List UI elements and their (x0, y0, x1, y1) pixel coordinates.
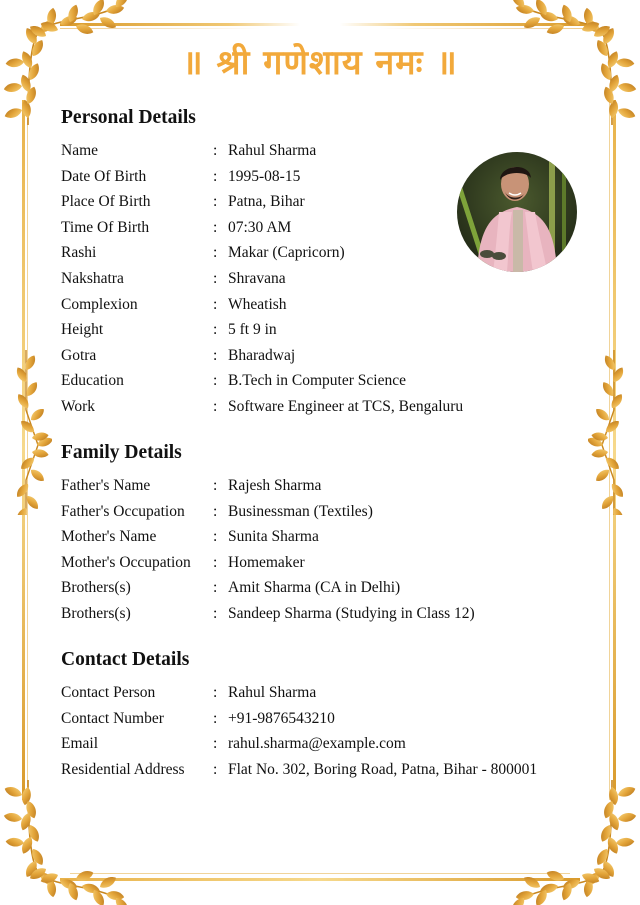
detail-value: 1995-08-15 (228, 167, 301, 185)
detail-separator: : (213, 244, 218, 262)
detail-separator: : (213, 167, 218, 185)
detail-separator: : (213, 321, 218, 339)
detail-label: Work (61, 397, 96, 415)
section-title: Contact Details (61, 649, 190, 670)
detail-label: Mother's Occupation (61, 553, 191, 571)
detail-value: 07:30 AM (228, 218, 292, 236)
leaf-icon (23, 353, 38, 371)
leaf-icon (522, 874, 542, 891)
leaf-icon (28, 406, 46, 423)
corner-leaf-ornament-bottom-right (510, 775, 640, 905)
detail-label: Brothers(s) (61, 604, 131, 622)
detail-label: Father's Name (61, 477, 151, 494)
side-leaf-ornament-right (588, 350, 638, 515)
leaf-icon (594, 406, 612, 423)
detail-value: Makar (Capricorn) (228, 244, 345, 262)
detail-row (61, 757, 581, 783)
detail-label: Height (61, 321, 104, 339)
detail-separator: : (213, 346, 218, 364)
section-title: Personal Details (61, 107, 196, 128)
detail-row (61, 394, 581, 420)
detail-row (61, 343, 581, 369)
detail-label: Rashi (61, 244, 97, 262)
leaf-icon (522, 14, 542, 31)
detail-label: Date Of Birth (61, 167, 147, 185)
detail-row (61, 215, 581, 241)
detail-separator: : (213, 760, 218, 778)
detail-label: Gotra (61, 346, 97, 364)
detail-label: Father's Occupation (61, 502, 185, 520)
detail-row (61, 731, 581, 757)
border-bottom-inner-line (70, 873, 570, 874)
personal-details-list (61, 138, 581, 420)
detail-separator: : (213, 553, 218, 571)
detail-value: Shravana (228, 269, 286, 287)
leaf-icon (617, 106, 637, 120)
family-details-list (61, 473, 581, 627)
detail-label: Brothers(s) (61, 579, 131, 597)
detail-separator: : (213, 528, 218, 546)
leaf-icon (594, 467, 612, 484)
detail-separator: : (213, 604, 218, 622)
detail-separator: : (213, 295, 218, 313)
detail-value: Sandeep Sharma (Studying in Class 12) (228, 604, 475, 622)
detail-value: Flat No. 302, Boring Road, Patna, Bihar - 800001 (228, 760, 538, 778)
detail-separator: : (213, 502, 218, 520)
corner-leaf-ornament-bottom-left (0, 775, 130, 905)
detail-value: Rahul Sharma (228, 684, 317, 701)
detail-row (61, 680, 581, 706)
family-details-section (61, 439, 581, 627)
leaf-icon (3, 785, 23, 799)
detail-value: Rajesh Sharma (228, 477, 322, 494)
leaf-icon (611, 506, 626, 515)
detail-value: +91-9876543210 (228, 709, 335, 727)
detail-label: Education (61, 372, 124, 390)
detail-value: Rahul Sharma (228, 142, 317, 159)
ganesh-invocation-heading: ॥ श्री गणेशाय नमः ॥ (182, 43, 458, 83)
detail-row (61, 317, 581, 343)
contact-details-list (61, 680, 581, 782)
detail-separator: : (213, 372, 218, 390)
side-leaf-ornament-left (2, 350, 52, 515)
leaf-icon (3, 812, 23, 824)
contact-details-section (61, 646, 581, 782)
leaf-icon (3, 106, 23, 120)
detail-label: Time Of Birth (61, 218, 150, 236)
detail-label: Contact Person (61, 684, 156, 701)
detail-row (61, 601, 581, 627)
detail-row (61, 189, 581, 215)
border-bottom-line (60, 878, 580, 881)
detail-row (61, 524, 581, 550)
detail-separator: : (213, 218, 218, 236)
leaf-icon (617, 812, 637, 824)
detail-label: Email (61, 735, 99, 753)
detail-row (61, 266, 581, 292)
detail-separator: : (213, 269, 218, 287)
detail-row (61, 706, 581, 732)
detail-row (61, 499, 581, 525)
personal-details-section (61, 104, 581, 420)
detail-label: Name (61, 142, 99, 159)
detail-separator: : (213, 397, 218, 415)
detail-value: rahul.sharma@example.com (228, 735, 406, 753)
leaf-icon (14, 506, 29, 515)
detail-label: Complexion (61, 295, 138, 313)
detail-row (61, 138, 581, 164)
section-title: Family Details (61, 442, 182, 463)
detail-row (61, 292, 581, 318)
leaf-icon (602, 353, 617, 371)
detail-label: Place Of Birth (61, 193, 151, 211)
detail-value: Software Engineer at TCS, Bengaluru (228, 397, 464, 415)
detail-value: 5 ft 9 in (228, 321, 277, 339)
detail-separator: : (213, 709, 218, 727)
detail-separator: : (213, 142, 218, 159)
leaf-icon (617, 785, 637, 799)
leaf-icon (545, 22, 565, 36)
detail-separator: : (213, 735, 218, 753)
detail-separator: : (213, 579, 218, 597)
detail-value: Businessman (Textiles) (228, 502, 373, 520)
detail-value: Patna, Bihar (228, 193, 305, 211)
detail-row (61, 575, 581, 601)
detail-label: Nakshatra (61, 269, 124, 287)
detail-row (61, 164, 581, 190)
leaf-icon (545, 869, 565, 883)
detail-value: B.Tech in Computer Science (228, 372, 406, 390)
detail-value: Wheatish (228, 295, 287, 313)
leaf-icon (28, 467, 46, 484)
detail-value: Homemaker (228, 553, 305, 571)
leaf-icon (616, 837, 635, 847)
detail-value: Bharadwaj (228, 346, 296, 364)
detail-value: Amit Sharma (CA in Delhi) (228, 579, 401, 597)
detail-label: Residential Address (61, 760, 185, 778)
leaf-icon (75, 22, 95, 36)
detail-row (61, 368, 581, 394)
detail-value: Sunita Sharma (228, 528, 319, 546)
detail-separator: : (213, 684, 218, 701)
leaf-icon (98, 874, 118, 891)
leaf-icon (5, 837, 24, 847)
detail-row (61, 550, 581, 576)
detail-label: Mother's Name (61, 528, 157, 546)
detail-row (61, 473, 581, 499)
detail-row (61, 240, 581, 266)
leaf-icon (75, 869, 95, 883)
leaf-icon (98, 14, 118, 31)
detail-separator: : (213, 477, 218, 494)
detail-separator: : (213, 193, 218, 211)
detail-label: Contact Number (61, 709, 164, 727)
